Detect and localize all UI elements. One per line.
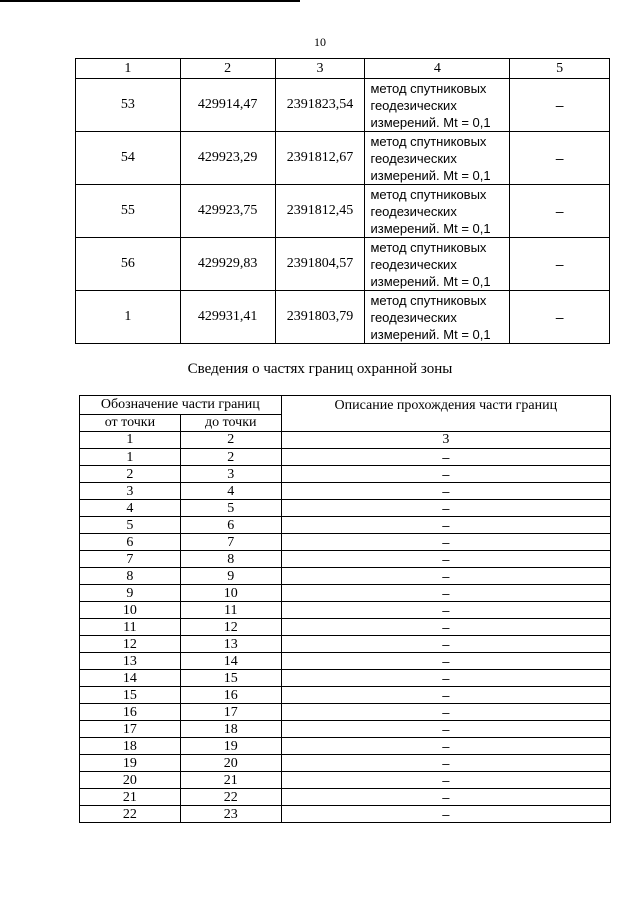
table-row (80, 449, 611, 466)
to-point-header: до точки (180, 415, 281, 432)
point-number: 54 (76, 132, 181, 185)
boundary-description: – (281, 449, 610, 466)
table-row (80, 636, 611, 653)
table-row (80, 806, 611, 823)
to-point: 11 (180, 602, 281, 619)
table-row (80, 551, 611, 568)
to-point: 20 (180, 755, 281, 772)
section-title: Сведения о частях границ охранной зоны (187, 361, 453, 377)
table-row (76, 132, 610, 185)
method-line: метод спутниковых (370, 80, 487, 96)
point-number: 55 (76, 185, 181, 238)
from-point: 1 (80, 449, 181, 466)
column-header: 2 (180, 59, 275, 79)
method-line: метод спутниковых (370, 186, 487, 202)
to-point: 3 (180, 466, 281, 483)
boundary-description: – (281, 670, 610, 687)
method-line: измерений. Mt = 0,1 (370, 273, 491, 289)
to-point: 21 (180, 772, 281, 789)
to-point: 2 (180, 449, 281, 466)
point-number: 56 (76, 238, 181, 291)
from-point: 6 (80, 534, 181, 551)
table-row (80, 653, 611, 670)
from-point: 16 (80, 704, 181, 721)
boundary-description: – (281, 721, 610, 738)
note-cell: – (510, 291, 610, 344)
to-point: 7 (180, 534, 281, 551)
to-point: 15 (180, 670, 281, 687)
table-row (80, 585, 611, 602)
column-header: 1 (76, 59, 181, 79)
method-line: метод спутниковых (370, 133, 487, 149)
table-row (76, 291, 610, 344)
table-row (76, 238, 610, 291)
column-number: 1 (80, 432, 181, 449)
boundary-description: – (281, 602, 610, 619)
parts-number-row (80, 432, 611, 449)
from-point-header: от точки (80, 415, 181, 432)
column-header: 5 (510, 59, 610, 79)
boundary-description: – (281, 483, 610, 500)
from-point: 2 (80, 466, 181, 483)
boundary-description: – (281, 568, 610, 585)
to-point: 17 (180, 704, 281, 721)
to-point: 19 (180, 738, 281, 755)
note-cell: – (510, 132, 610, 185)
to-point: 18 (180, 721, 281, 738)
boundary-description: – (281, 500, 610, 517)
note-cell: – (510, 238, 610, 291)
x-coordinate: 429914,47 (180, 79, 275, 132)
x-coordinate: 429923,29 (180, 132, 275, 185)
from-point: 9 (80, 585, 181, 602)
table-row (80, 789, 611, 806)
table-row (80, 670, 611, 687)
table-row (80, 721, 611, 738)
boundary-description: – (281, 517, 610, 534)
to-point: 16 (180, 687, 281, 704)
to-point: 22 (180, 789, 281, 806)
boundary-parts-table (79, 395, 611, 823)
coordinates-header-row (76, 59, 610, 79)
method-description (365, 79, 510, 132)
to-point: 5 (180, 500, 281, 517)
table-row (80, 568, 611, 585)
x-coordinate: 429923,75 (180, 185, 275, 238)
method-line: геодезических (370, 203, 457, 219)
boundary-description: – (281, 619, 610, 636)
boundary-description: – (281, 466, 610, 483)
column-number: 3 (281, 432, 610, 449)
description-header: Описание прохождения части границ (281, 396, 610, 432)
boundary-description: – (281, 755, 610, 772)
from-point: 5 (80, 517, 181, 534)
method-description (365, 238, 510, 291)
table-row (80, 704, 611, 721)
to-point: 12 (180, 619, 281, 636)
from-point: 22 (80, 806, 181, 823)
y-coordinate: 2391812,45 (275, 185, 365, 238)
table-row (80, 619, 611, 636)
boundary-description: – (281, 772, 610, 789)
column-header: 3 (275, 59, 365, 79)
boundary-description: – (281, 585, 610, 602)
method-line: измерений. Mt = 0,1 (370, 220, 491, 236)
from-point: 15 (80, 687, 181, 704)
method-description (365, 185, 510, 238)
from-point: 8 (80, 568, 181, 585)
from-point: 19 (80, 755, 181, 772)
from-point: 10 (80, 602, 181, 619)
method-line: измерений. Mt = 0,1 (370, 114, 491, 130)
method-description (365, 132, 510, 185)
y-coordinate: 2391823,54 (275, 79, 365, 132)
method-line: геодезических (370, 256, 457, 272)
y-coordinate: 2391804,57 (275, 238, 365, 291)
from-point: 7 (80, 551, 181, 568)
method-line: геодезических (370, 150, 457, 166)
boundary-description: – (281, 551, 610, 568)
coordinates-table (75, 58, 610, 344)
to-point: 8 (180, 551, 281, 568)
method-line: метод спутниковых (370, 292, 487, 308)
method-line: измерений. Mt = 0,1 (370, 326, 491, 342)
table-row (76, 79, 610, 132)
note-cell: – (510, 79, 610, 132)
method-line: геодезических (370, 97, 457, 113)
to-point: 6 (180, 517, 281, 534)
point-number: 1 (76, 291, 181, 344)
from-point: 13 (80, 653, 181, 670)
point-number: 53 (76, 79, 181, 132)
x-coordinate: 429931,41 (180, 291, 275, 344)
from-point: 11 (80, 619, 181, 636)
from-point: 14 (80, 670, 181, 687)
to-point: 13 (180, 636, 281, 653)
method-line: геодезических (370, 309, 457, 325)
boundary-description: – (281, 687, 610, 704)
boundary-description: – (281, 789, 610, 806)
header-rule (0, 0, 300, 2)
column-header: 4 (365, 59, 510, 79)
y-coordinate: 2391812,67 (275, 132, 365, 185)
boundary-description: – (281, 653, 610, 670)
from-point: 3 (80, 483, 181, 500)
method-line: метод спутниковых (370, 239, 487, 255)
boundary-description: – (281, 806, 610, 823)
from-point: 12 (80, 636, 181, 653)
table-row (76, 185, 610, 238)
to-point: 23 (180, 806, 281, 823)
table-row (80, 517, 611, 534)
table-row (80, 687, 611, 704)
note-cell: – (510, 185, 610, 238)
table-row (80, 534, 611, 551)
table-row (80, 500, 611, 517)
from-point: 4 (80, 500, 181, 517)
method-line: измерений. Mt = 0,1 (370, 167, 491, 183)
to-point: 4 (180, 483, 281, 500)
x-coordinate: 429929,83 (180, 238, 275, 291)
parts-header-row (80, 396, 611, 415)
to-point: 10 (180, 585, 281, 602)
boundary-description: – (281, 534, 610, 551)
designation-header: Обозначение части границ (80, 396, 282, 415)
table-row (80, 738, 611, 755)
boundary-description: – (281, 636, 610, 653)
from-point: 21 (80, 789, 181, 806)
boundary-description: – (281, 704, 610, 721)
from-point: 18 (80, 738, 181, 755)
boundary-description: – (281, 738, 610, 755)
to-point: 9 (180, 568, 281, 585)
page-number: 10 (314, 35, 326, 49)
from-point: 17 (80, 721, 181, 738)
y-coordinate: 2391803,79 (275, 291, 365, 344)
table-row (80, 602, 611, 619)
to-point: 14 (180, 653, 281, 670)
table-row (80, 466, 611, 483)
table-row (80, 755, 611, 772)
table-row (80, 772, 611, 789)
from-point: 20 (80, 772, 181, 789)
method-description (365, 291, 510, 344)
column-number: 2 (180, 432, 281, 449)
table-row (80, 483, 611, 500)
